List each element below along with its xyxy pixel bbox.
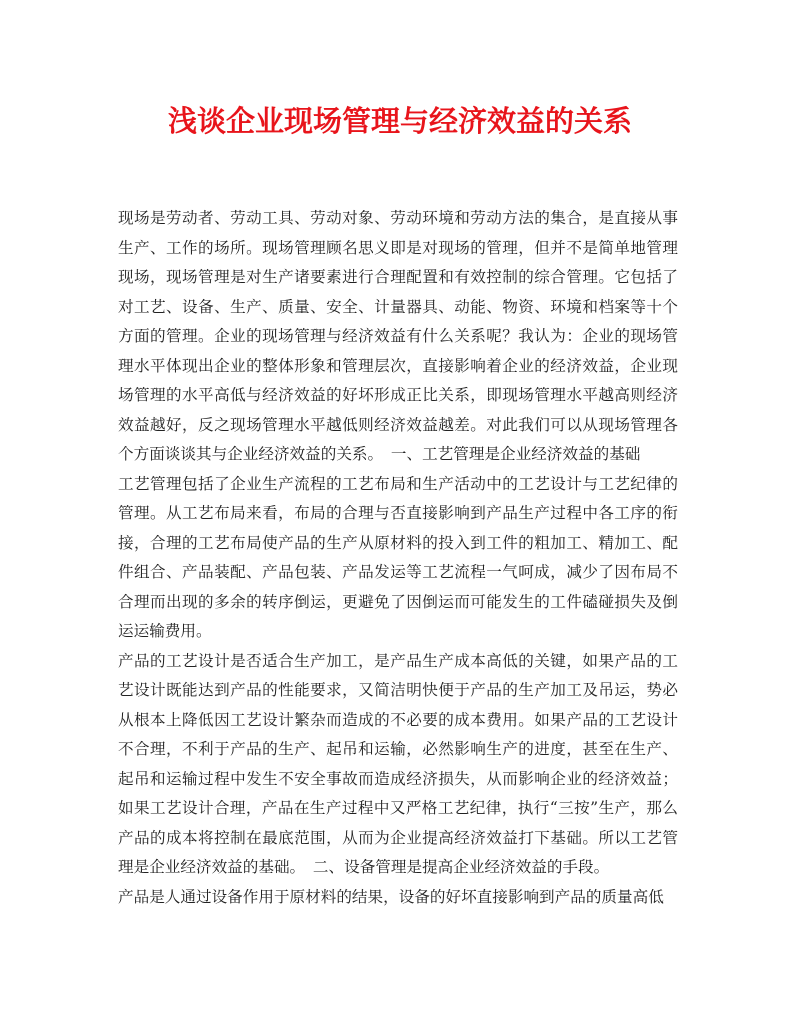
paragraph-equipment: 产品是人通过设备作用于原材料的结果，设备的好坏直接影响到产品的质量高低 xyxy=(118,887,664,906)
document-body xyxy=(118,204,678,912)
paragraph-intro: 现场是劳动者、劳动工具、劳动对象、劳动环境和劳动方法的集合，是直接从事生产、工作的场所。现场管理顾名思义即是对现场的管理，但并不是简单地管理现场，现场管理是对生产诸要素进行合理配置和有效控制的综合管理。它包括了对工艺、设备、生产、质量、安全、计量器具、动能、物资、环境和档案等十个方面的管理。企业的现场管理与经济效益有什么关系呢？我认为：企业的现场管理水平体现出企业的整体形象和管理层次，直接影响着企业的经济效益，企业现场管理的水平高低与经济效益的好坏形成正比关系，即现场管理水平越高则经济效益越好，反之现场管理水平越低则经济效益越差。对此我们可以从现场管理各个方面谈谈其与企业经济效益的关系。 一、工艺管理是企业经济效益的基础 xyxy=(118,209,678,463)
paragraph-process-layout: 工艺管理包括了企业生产流程的工艺布局和生产活动中的工艺设计与工艺纪律的管理。从工艺布局来看，布局的合理与否直接影响到产品生产过程中各工序的衔接，合理的工艺布局使产品的生产从原材料的投入到工件的粗加工、精加工、配件组合、产品装配、产品包装、产品发运等工艺流程一气呵成，减少了因布局不合理而出现的多余的转序倒运，更避免了因倒运而可能发生的工件磕碰损失及倒运运输费用。 xyxy=(118,474,678,640)
paragraph-process-design: 产品的工艺设计是否适合生产加工，是产品生产成本高低的关键，如果产品的工艺设计既能达到产品的性能要求，又简洁明快便于产品的生产加工及吊运，势必从根本上降低因工艺设计繁杂而造成的不必要的成本费用。如果产品的工艺设计不合理，不利于产品的生产、起吊和运输，必然影响生产的进度，甚至在生产、起吊和运输过程中发生不安全事故而造成经济损失，从而影响企业的经济效益；如果工艺设计合理，产品在生产过程中又严格工艺纪律，执行“三按”生产，那么产品的成本将控制在最底范围，从而为企业提高经济效益打下基础。所以工艺管理是企业经济效益的基础。 二、设备管理是提高企业经济效益的手段。 xyxy=(118,651,678,876)
document-title: 浅谈企业现场管理与经济效益的关系 xyxy=(167,104,632,138)
